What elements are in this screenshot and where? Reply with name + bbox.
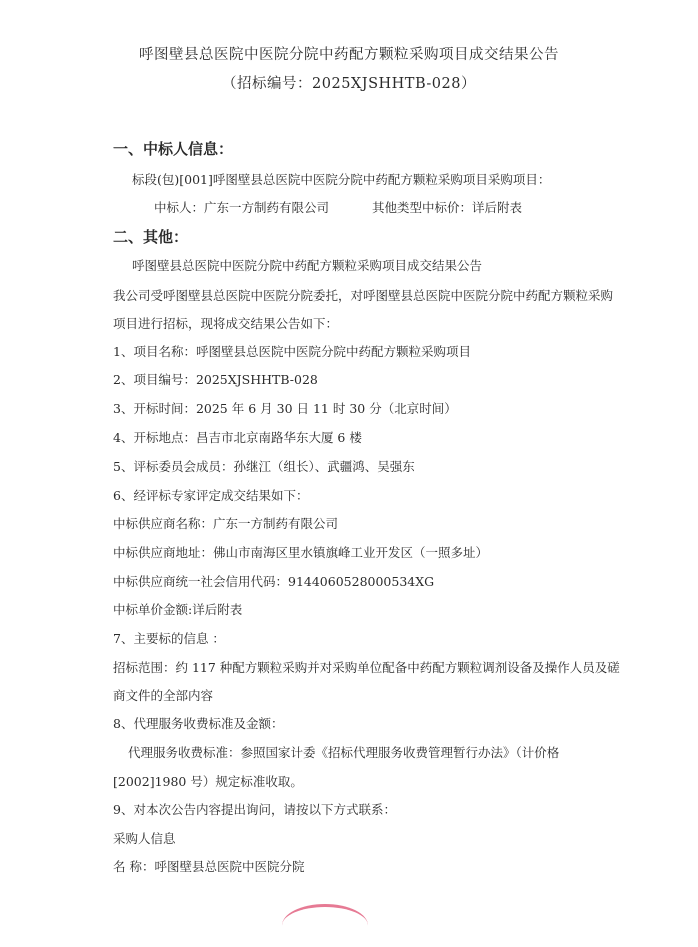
body-line: 采购人信息 bbox=[113, 831, 176, 846]
section1-heading: 一、中标人信息： bbox=[113, 140, 234, 158]
body-line: 2、项目编号：2025XJSHHTB-028 bbox=[113, 372, 318, 387]
body-line: 招标范围：约 117 种配方颗粒采购并对采购单位配备中药配方颗粒调剂设备及操作人员及磋 bbox=[113, 660, 620, 675]
price-line: 其他类型中标价：详后附表 bbox=[372, 200, 523, 215]
document-title: 呼图壁县总医院中医院分院中药配方颗粒采购项目成交结果公告 bbox=[139, 47, 559, 63]
document-subtitle: （招标编号：2025XJSHHTB-028） bbox=[222, 76, 476, 92]
body-line: 4、开标地点：昌吉市北京南路华东大厦 6 楼 bbox=[113, 430, 362, 445]
winner-line: 中标人：广东一方制药有限公司 bbox=[154, 200, 330, 215]
body-line: 中标供应商地址：佛山市南海区里水镇旗峰工业开发区（一照多址） bbox=[113, 545, 489, 560]
body-line: 中标供应商统一社会信用代码：9144060528000534XG bbox=[113, 574, 435, 589]
body-line: 项目进行招标，现将成交结果公告如下： bbox=[113, 316, 339, 331]
body-line: 我公司受呼图壁县总医院中医院分院委托，对呼图壁县总医院中医院分院中药配方颗粒采购 bbox=[113, 288, 614, 303]
body-line: 商文件的全部内容 bbox=[113, 688, 214, 703]
body-line: 中标单价金额:详后附表 bbox=[113, 602, 243, 617]
body-line: 代理服务收费标准：参照国家计委《招标代理服务收费管理暂行办法》（计价格 bbox=[128, 745, 560, 760]
body-line: 8、代理服务收费标准及金额： bbox=[113, 716, 284, 731]
body-line: 1、项目名称：呼图壁县总医院中医院分院中药配方颗粒采购项目 bbox=[113, 344, 471, 359]
body-line: 5、评标委员会成员：孙继江（组长）、武疆鸿、吴强东 bbox=[113, 459, 415, 474]
body-line: 名 称：呼图壁县总医院中医院分院 bbox=[113, 859, 305, 874]
body-line: 呼图壁县总医院中医院分院中药配方颗粒采购项目成交结果公告 bbox=[132, 258, 483, 273]
body-line: 7、主要标的信息 ： bbox=[113, 631, 225, 646]
body-line: 中标供应商名称：广东一方制药有限公司 bbox=[113, 516, 339, 531]
body-line: [2002]1980 号）规定标准收取。 bbox=[113, 774, 303, 789]
body-line: 6、经评标专家评定成交结果如下： bbox=[113, 488, 309, 503]
lot-line: 标段(包)[001]呼图壁县总医院中医院分院中药配方颗粒采购项目采购项目： bbox=[132, 172, 551, 187]
body-line: 3、开标时间：2025 年 6 月 30 日 11 时 30 分（北京时间） bbox=[113, 401, 457, 416]
section2-heading: 二、其他： bbox=[113, 228, 189, 246]
red-seal-stamp bbox=[282, 904, 368, 947]
body-line: 9、对本次公告内容提出询问，请按以下方式联系： bbox=[113, 802, 396, 817]
